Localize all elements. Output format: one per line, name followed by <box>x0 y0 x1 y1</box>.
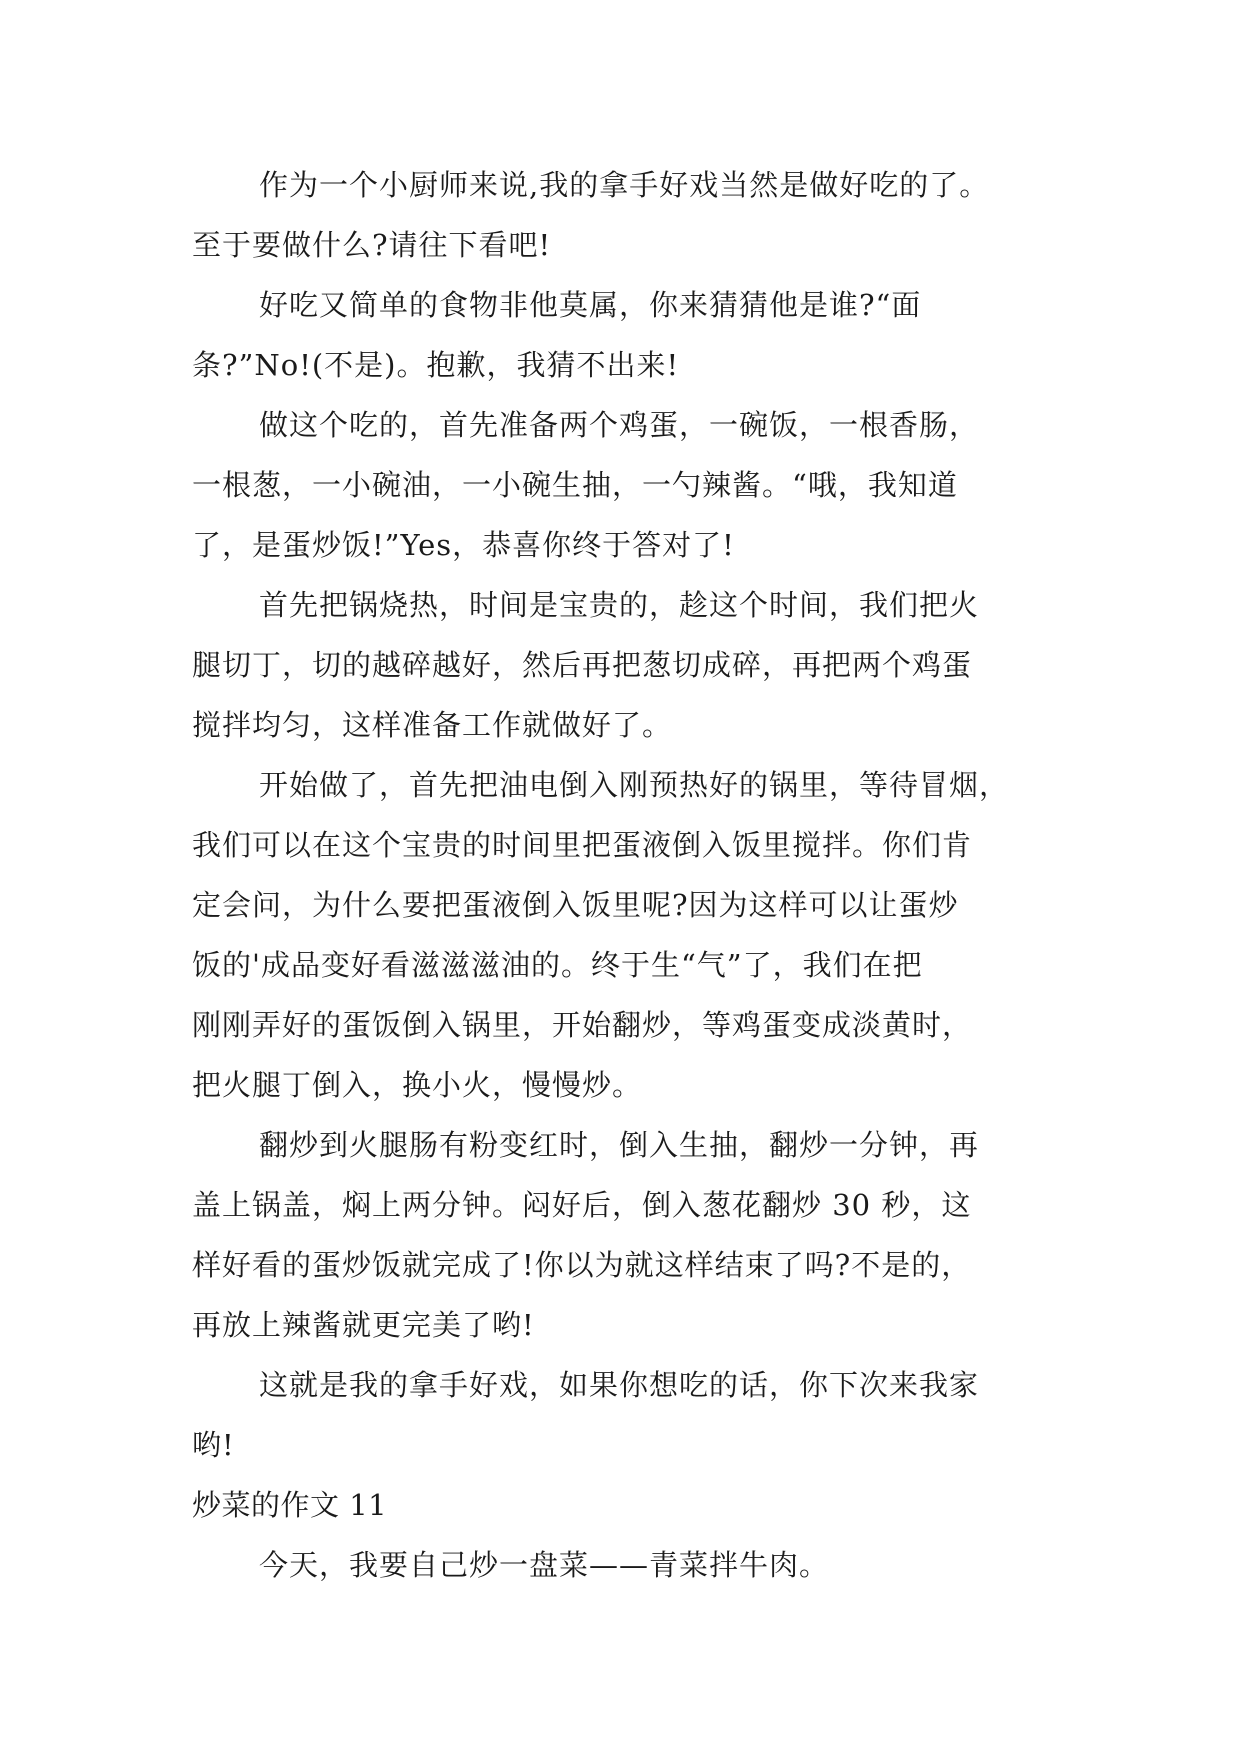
paragraph-line: 搅拌均匀，这样准备工作就做好了。 <box>192 708 673 742</box>
paragraph-line: 翻炒到火腿肠有粉变红时，倒入生抽，翻炒一分钟，再 <box>259 1128 980 1162</box>
section-heading: 炒菜的作文 11 <box>192 1488 388 1522</box>
paragraph-line: 今天，我要自己炒一盘菜——青菜拌牛肉。 <box>259 1548 830 1582</box>
paragraph-line: 条?”No!(不是)。抱歉，我猜不出来! <box>192 348 680 382</box>
paragraph-line: 好吃又简单的食物非他莫属，你来猜猜他是谁?“面 <box>259 288 922 322</box>
paragraph-line: 开始做了，首先把油电倒入刚预热好的锅里，等待冒烟， <box>259 768 1010 802</box>
paragraph-line: 盖上锅盖，焖上两分钟。闷好后，倒入葱花翻炒 30 秒，这 <box>192 1188 972 1222</box>
paragraph-line: 饭的'成品变好看滋滋滋油的。终于生“气”了，我们在把 <box>192 948 923 982</box>
paragraph-line: 作为一个小厨师来说,我的拿手好戏当然是做好吃的了。 <box>259 168 990 202</box>
paragraph-line: 一根葱，一小碗油，一小碗生抽，一勺辣酱。“哦，我知道 <box>192 468 958 502</box>
paragraph-line: 再放上辣酱就更完美了哟! <box>192 1308 535 1342</box>
paragraph-line: 首先把锅烧热，时间是宝贵的，趁这个时间，我们把火 <box>259 588 980 622</box>
paragraph-line: 哟! <box>192 1428 235 1462</box>
paragraph-line: 这就是我的拿手好戏，如果你想吃的话，你下次来我家 <box>259 1368 980 1402</box>
paragraph-line: 样好看的蛋炒饭就完成了!你以为就这样结束了吗?不是的， <box>192 1248 972 1282</box>
paragraph-line: 我们可以在这个宝贵的时间里把蛋液倒入饭里搅拌。你们肯 <box>192 828 973 862</box>
paragraph-line: 做这个吃的，首先准备两个鸡蛋，一碗饭，一根香肠， <box>259 408 980 442</box>
paragraph-line: 定会问，为什么要把蛋液倒入饭里呢?因为这样可以让蛋炒 <box>192 888 959 922</box>
paragraph-line: 了，是蛋炒饭!”Yes，恭喜你终于答对了! <box>192 528 735 562</box>
paragraph-line: 至于要做什么?请往下看吧! <box>192 228 552 262</box>
essay-body <box>192 155 1092 1595</box>
paragraph-line: 把火腿丁倒入，换小火，慢慢炒。 <box>192 1068 643 1102</box>
paragraph-line: 刚刚弄好的蛋饭倒入锅里，开始翻炒，等鸡蛋变成淡黄时， <box>192 1008 973 1042</box>
paragraph-line: 腿切丁，切的越碎越好，然后再把葱切成碎，再把两个鸡蛋 <box>192 648 973 682</box>
